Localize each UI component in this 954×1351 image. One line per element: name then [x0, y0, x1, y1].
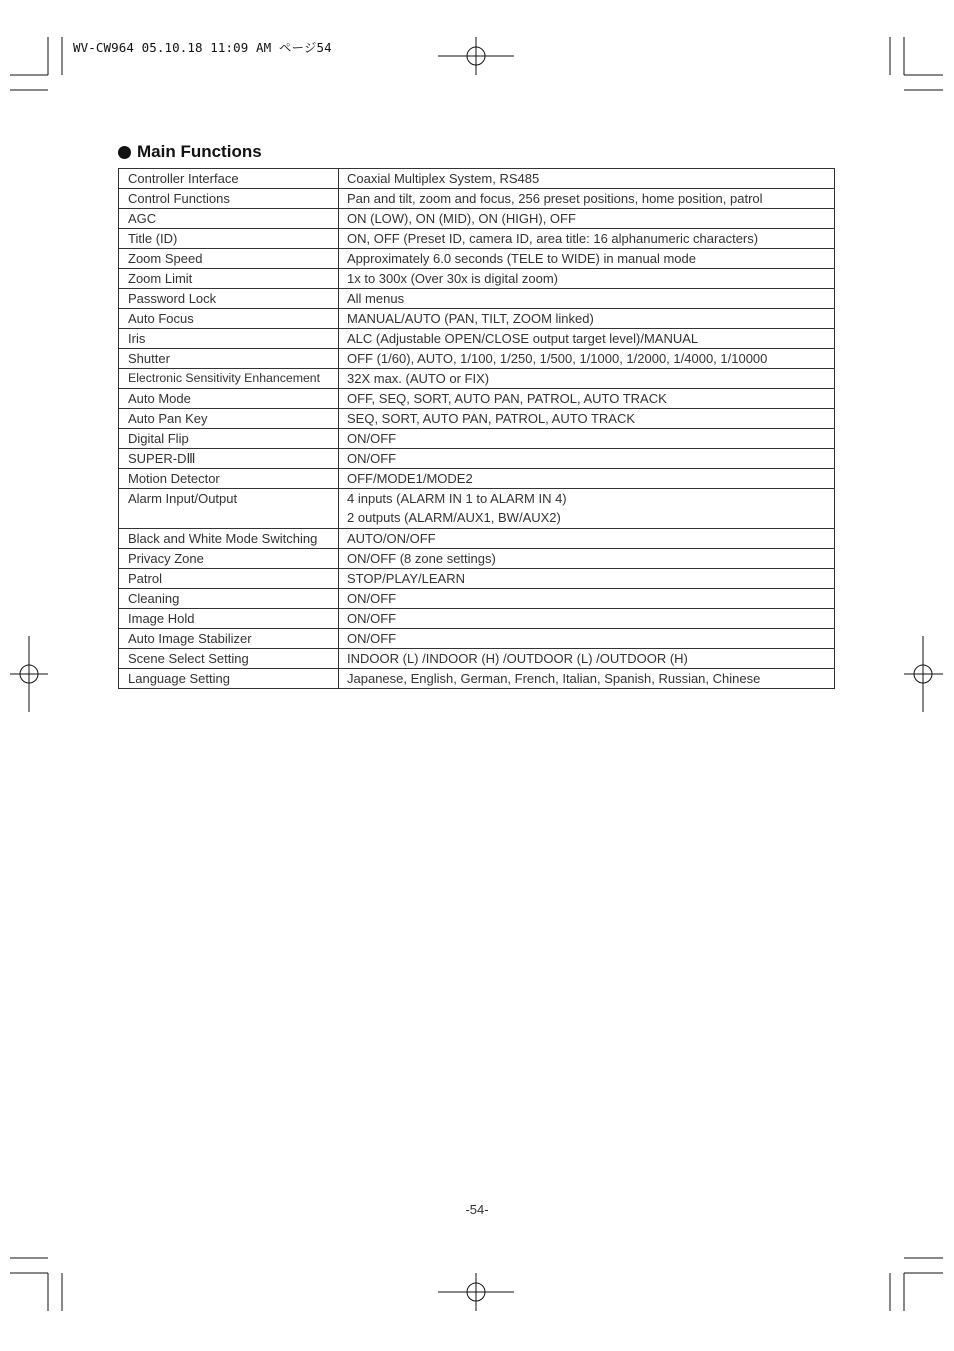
spec-label: Motion Detector: [119, 469, 339, 489]
spec-value: Approximately 6.0 seconds (TELE to WIDE) in manual mode: [339, 249, 835, 269]
table-row: [119, 589, 835, 609]
spec-label: Iris: [119, 329, 339, 349]
spec-label: Electronic Sensitivity Enhancement: [119, 369, 339, 389]
spec-value: OFF (1/60), AUTO, 1/100, 1/250, 1/500, 1/1000, 1/2000, 1/4000, 1/10000: [339, 349, 835, 369]
spec-value: 32X max. (AUTO or FIX): [339, 369, 835, 389]
table-row: [119, 449, 835, 469]
table-row: [119, 429, 835, 449]
spec-value: ON (LOW), ON (MID), ON (HIGH), OFF: [339, 209, 835, 229]
spec-label: Title (ID): [119, 229, 339, 249]
table-row: [119, 629, 835, 649]
table-row: [119, 669, 835, 689]
spec-value: ON/OFF: [339, 449, 835, 469]
spec-value: Coaxial Multiplex System, RS485: [339, 169, 835, 189]
spec-value: 1x to 300x (Over 30x is digital zoom): [339, 269, 835, 289]
spec-label: Shutter: [119, 349, 339, 369]
spec-label: Auto Mode: [119, 389, 339, 409]
table-row: [119, 569, 835, 589]
spec-value: ALC (Adjustable OPEN/CLOSE output target level)/MANUAL: [339, 329, 835, 349]
table-row: [119, 649, 835, 669]
spec-value: MANUAL/AUTO (PAN, TILT, ZOOM linked): [339, 309, 835, 329]
spec-label: Alarm Input/Output: [119, 489, 339, 529]
spec-label: Black and White Mode Switching: [119, 529, 339, 549]
spec-label: Controller Interface: [119, 169, 339, 189]
spec-label: Image Hold: [119, 609, 339, 629]
spec-label: SUPER-DⅢ: [119, 449, 339, 469]
spec-value: ON/OFF: [339, 609, 835, 629]
table-row: [119, 189, 835, 209]
spec-value: SEQ, SORT, AUTO PAN, PATROL, AUTO TRACK: [339, 409, 835, 429]
spec-value: ON/OFF: [339, 629, 835, 649]
spec-label: Scene Select Setting: [119, 649, 339, 669]
table-row: [119, 609, 835, 629]
table-row: [119, 169, 835, 189]
spec-value: ON/OFF: [339, 429, 835, 449]
section-heading: [118, 142, 262, 162]
spec-label: Privacy Zone: [119, 549, 339, 569]
table-row: [119, 469, 835, 489]
spec-table-body: [119, 169, 835, 689]
spec-label: Zoom Limit: [119, 269, 339, 289]
spec-label: Auto Image Stabilizer: [119, 629, 339, 649]
table-row: [119, 349, 835, 369]
spec-label: Digital Flip: [119, 429, 339, 449]
section-title: Main Functions: [137, 142, 262, 161]
spec-value: [339, 489, 835, 529]
bullet-icon: [118, 146, 131, 159]
spec-label: Cleaning: [119, 589, 339, 609]
table-row: [119, 289, 835, 309]
spec-label: Auto Pan Key: [119, 409, 339, 429]
spec-label: Control Functions: [119, 189, 339, 209]
spec-label: Patrol: [119, 569, 339, 589]
table-row: [119, 409, 835, 429]
table-row: [119, 369, 835, 389]
spec-label: AGC: [119, 209, 339, 229]
table-row: [119, 249, 835, 269]
spec-label: Zoom Speed: [119, 249, 339, 269]
spec-value: All menus: [339, 289, 835, 309]
table-row: [119, 229, 835, 249]
spec-value: ON/OFF: [339, 589, 835, 609]
table-row: [119, 269, 835, 289]
spec-value: OFF/MODE1/MODE2: [339, 469, 835, 489]
table-row: [119, 489, 835, 529]
table-row: [119, 209, 835, 229]
spec-value-line: 4 inputs (ALARM IN 1 to ALARM IN 4): [347, 491, 567, 506]
spec-value: OFF, SEQ, SORT, AUTO PAN, PATROL, AUTO TRACK: [339, 389, 835, 409]
spec-value: ON/OFF (8 zone settings): [339, 549, 835, 569]
page-number: -54-: [465, 1202, 489, 1217]
spec-label: Password Lock: [119, 289, 339, 309]
spec-label: Auto Focus: [119, 309, 339, 329]
table-row: [119, 549, 835, 569]
main-functions-table: [118, 168, 835, 689]
table-row: [119, 329, 835, 349]
spec-value: AUTO/ON/OFF: [339, 529, 835, 549]
spec-value: INDOOR (L) /INDOOR (H) /OUTDOOR (L) /OUTDOOR (H): [339, 649, 835, 669]
spec-value: Japanese, English, German, French, Italian, Spanish, Russian, Chinese: [339, 669, 835, 689]
print-slug: WV-CW964 05.10.18 11:09 AM ページ54: [73, 40, 332, 55]
spec-value: ON, OFF (Preset ID, camera ID, area title: 16 alphanumeric characters): [339, 229, 835, 249]
table-row: [119, 529, 835, 549]
spec-label: Language Setting: [119, 669, 339, 689]
spec-value: Pan and tilt, zoom and focus, 256 preset positions, home position, patrol: [339, 189, 835, 209]
spec-value-line: 2 outputs (ALARM/AUX1, BW/AUX2): [347, 510, 561, 525]
table-row: [119, 309, 835, 329]
table-row: [119, 389, 835, 409]
spec-value: STOP/PLAY/LEARN: [339, 569, 835, 589]
